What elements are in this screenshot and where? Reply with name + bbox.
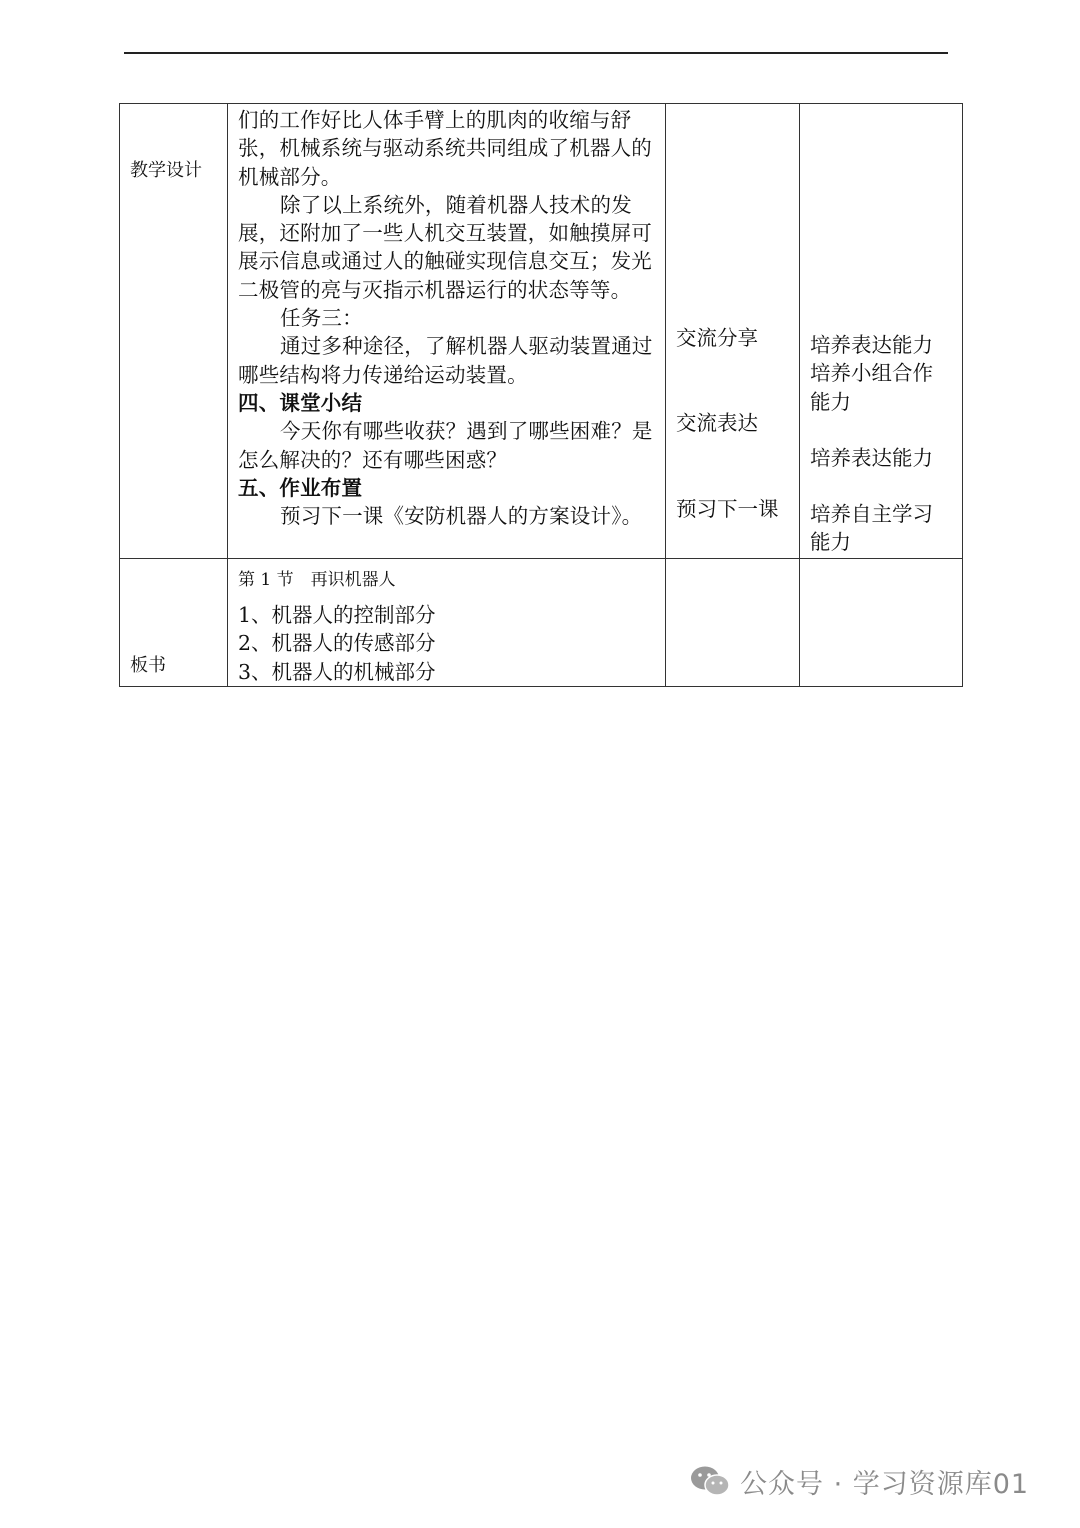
goal-item: 能力	[810, 530, 851, 555]
watermark-text: 公众号 · 学习资源库01	[740, 1468, 1030, 1500]
goals-cell	[800, 104, 963, 559]
teaching-design-row	[120, 104, 963, 559]
content-paragraph: 通过多种途径，了解机器人驱动装置通过哪些结构将力传递给运动装置。	[238, 334, 653, 387]
task-heading: 任务三：	[280, 306, 363, 331]
teaching-design-label: 教学设计	[130, 160, 202, 181]
teaching-design-label-cell	[120, 104, 228, 559]
content-paragraph: 除了以上系统外，随着机器人技术的发展，还附加了一些人机交互装置，如触摸屏可展示信息或通过人的触碰实现信息交互；发光二极管的亮与灭指示机器运行的状态等等。	[238, 192, 652, 302]
goal-item: 能力	[810, 389, 851, 414]
board-item: 2、机器人的传感部分	[238, 631, 436, 656]
activity-item: 交流分享	[676, 326, 758, 350]
goal-item: 培养表达能力	[810, 445, 933, 470]
board-content	[228, 559, 666, 687]
board-label: 板书	[130, 655, 166, 676]
board-label-cell	[120, 559, 228, 687]
section-heading-homework: 五、作业布置	[238, 475, 363, 500]
activity-item: 预习下一课	[676, 496, 779, 521]
content-paragraph: 们的工作好比人体手臂上的肌肉的收缩与舒张，机械系统与驱动系统共同组成了机器人的机械部分。	[238, 108, 652, 189]
board-item: 1、机器人的控制部分	[238, 603, 436, 627]
goal-item: 培养小组合作	[810, 361, 933, 386]
board-empty-cell	[666, 559, 800, 687]
content-paragraph: 今天你有哪些收获？遇到了哪些困难？是怎么解决的？还有哪些困惑？	[238, 419, 653, 472]
goal-item: 培养自主学习	[810, 502, 933, 527]
wechat-icon	[690, 1464, 730, 1498]
board-section-title: 第 1 节 再识机器人	[238, 570, 396, 590]
goal-item: 培养表达能力	[810, 333, 933, 357]
activities-cell	[666, 104, 800, 559]
section-heading-summary: 四、课堂小结	[238, 390, 363, 415]
header-rule	[124, 52, 948, 54]
lesson-plan-table	[119, 103, 963, 687]
board-empty-cell	[800, 559, 963, 687]
watermark	[690, 1458, 1029, 1504]
board-item: 3、机器人的机械部分	[238, 659, 436, 684]
activity-item: 交流表达	[676, 411, 758, 436]
content-paragraph: 预习下一课《安防机器人的方案设计》。	[280, 504, 643, 529]
teaching-design-content	[228, 104, 666, 559]
board-row	[120, 559, 963, 687]
